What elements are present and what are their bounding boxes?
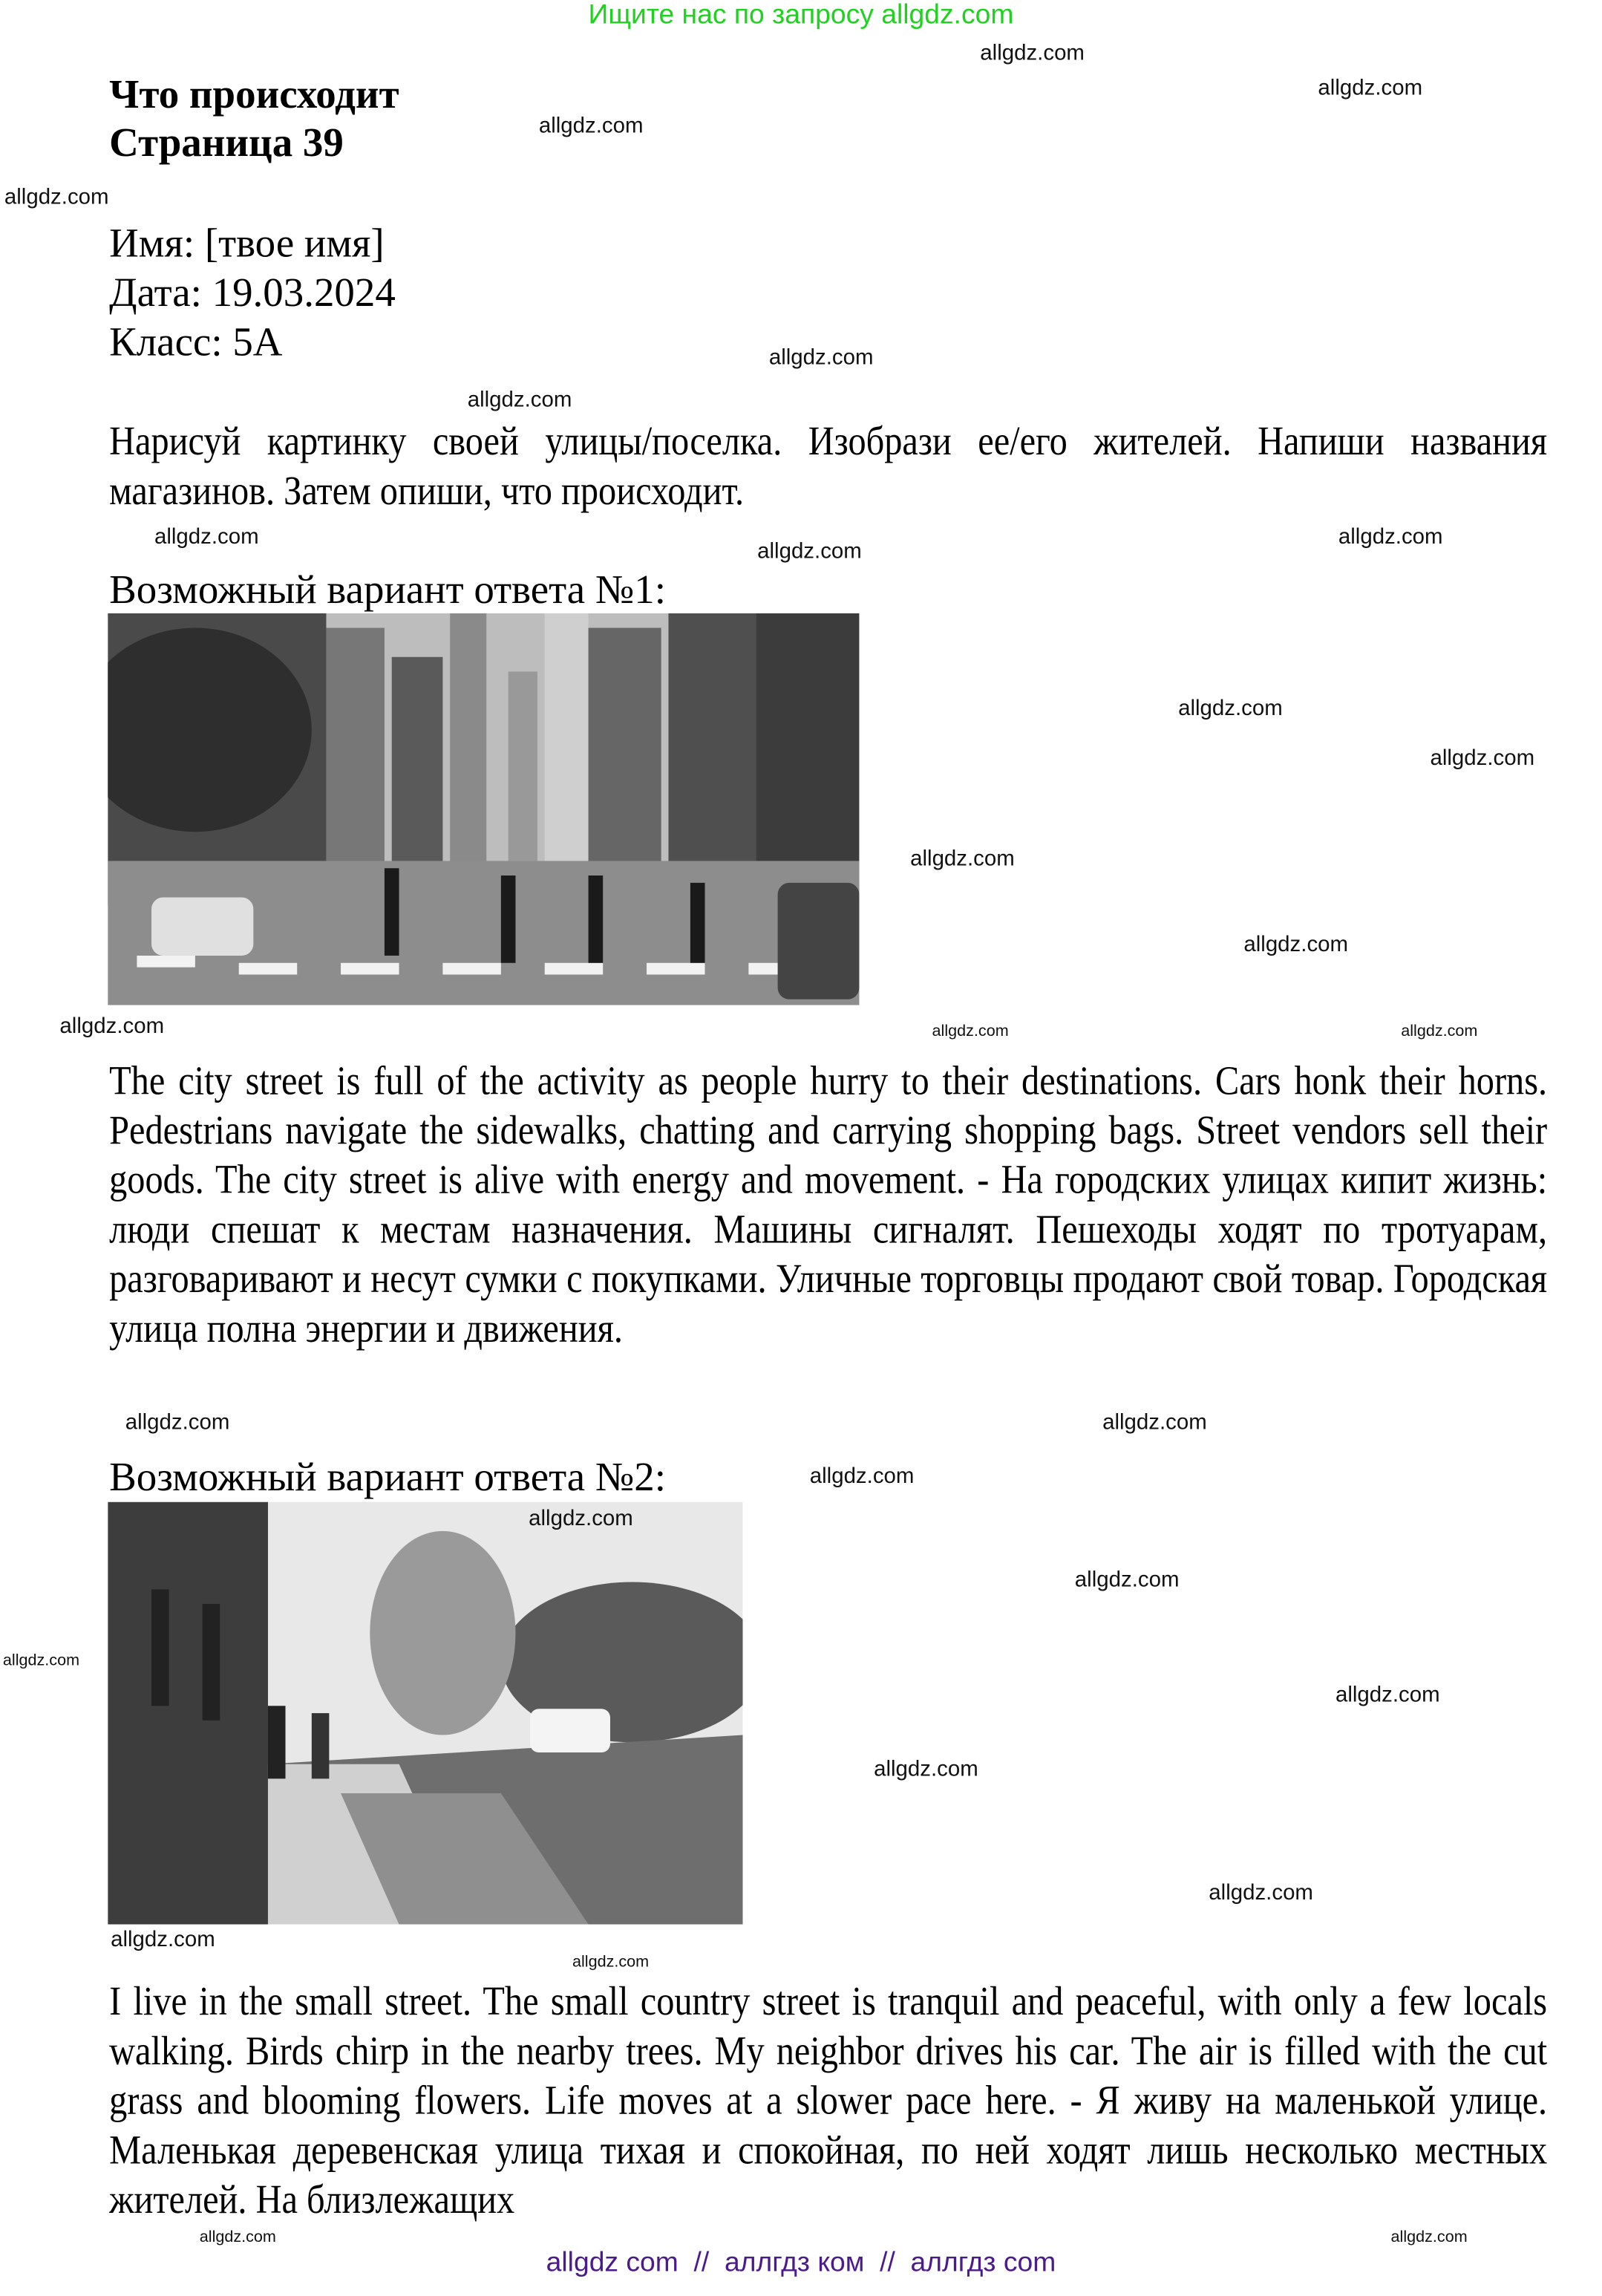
watermark: allgdz.com — [1178, 696, 1283, 722]
watermark: allgdz.com — [529, 1506, 633, 1531]
watermark: allgdz.com — [1318, 76, 1423, 101]
watermark: allgdz.com — [1430, 746, 1535, 771]
watermark: allgdz.com — [1102, 1410, 1207, 1435]
watermark: allgdz.com — [1243, 932, 1349, 957]
watermark: allgdz.com — [59, 1014, 165, 1039]
class-field: Класс: 5А — [109, 320, 283, 366]
footer-links[interactable]: allgdz com // аллгдз ком // аллгдз com — [546, 2248, 1056, 2279]
watermark: allgdz.com — [125, 1410, 230, 1435]
search-banner[interactable]: Ищите нас по запросу allgdz.com — [588, 0, 1014, 31]
watermark: allgdz.com — [980, 40, 1085, 66]
city-street-illustration — [108, 613, 859, 1005]
watermark: allgdz.com — [467, 387, 572, 413]
watermark: allgdz.com — [809, 1464, 915, 1489]
city-street-photo — [108, 613, 859, 1005]
watermark: allgdz.com — [1209, 1880, 1313, 1906]
answer1-label: Возможный вариант ответа №1: — [109, 568, 667, 613]
country-street-photo — [108, 1502, 742, 1925]
answer1-text: The city street is full of the activity as people hurry to their destinations. Cars honk their horns. Pedestrians navigate the sidewalks, chatting and carrying shopping bags. Street vendors sell their goods. The city street is alive with energy and movement. - На городских улицах кипит жизнь: люди спешат к местам назначения. Машины сигналят. Пешеходы ходят по тротуарам, разговаривают и несут сумки с покупками. Уличные торговцы продают свой товар. Городская улица полна энергии и движения. — [109, 1059, 1548, 1352]
date-field: Дата: 19.03.2024 — [109, 270, 396, 316]
watermark: allgdz.com — [932, 1023, 1009, 1040]
watermark: allgdz.com — [4, 185, 109, 210]
watermark: allgdz.com — [2, 1651, 80, 1670]
country-street-illustration — [108, 1502, 742, 1925]
watermark: allgdz.com — [1338, 524, 1443, 549]
watermark: allgdz.com — [1390, 2228, 1468, 2247]
watermark: allgdz.com — [154, 524, 259, 549]
watermark: allgdz.com — [910, 846, 1015, 872]
watermark: allgdz.com — [199, 2228, 276, 2247]
watermark: allgdz.com — [538, 114, 644, 139]
page-subtitle: Страница 39 — [109, 120, 344, 166]
watermark: allgdz.com — [1335, 1682, 1440, 1708]
watermark: allgdz.com — [572, 1953, 650, 1972]
answer2-label: Возможный вариант ответа №2: — [109, 1455, 667, 1501]
watermark: allgdz.com — [1401, 1023, 1478, 1040]
watermark: allgdz.com — [757, 538, 862, 564]
watermark: allgdz.com — [1074, 1567, 1180, 1593]
watermark: allgdz.com — [768, 345, 874, 371]
answer2-text: I live in the small street. The small country street is tranquil and peaceful, with only a few locals walking. Birds chirp in the nearby trees. My neighbor drives his car. The air is filled with the cut grass and blooming flowers. Life moves at a slower pace here. - Я живу на маленькой улице. Маленькая деревенская улица тихая и спокойная, по ней ходят лишь несколько местных жителей. На близлежащих — [109, 1980, 1548, 2223]
task-text: Нарисуй картинку своей улицы/поселка. Изобрази ее/его жителей. Напиши названия магазинов. Затем опиши, что происходит. — [109, 419, 1548, 515]
page-title: Что происходит — [109, 73, 399, 118]
watermark: allgdz.com — [874, 1756, 978, 1782]
name-field: Имя: [твое имя] — [109, 221, 385, 267]
watermark: allgdz.com — [111, 1927, 215, 1952]
